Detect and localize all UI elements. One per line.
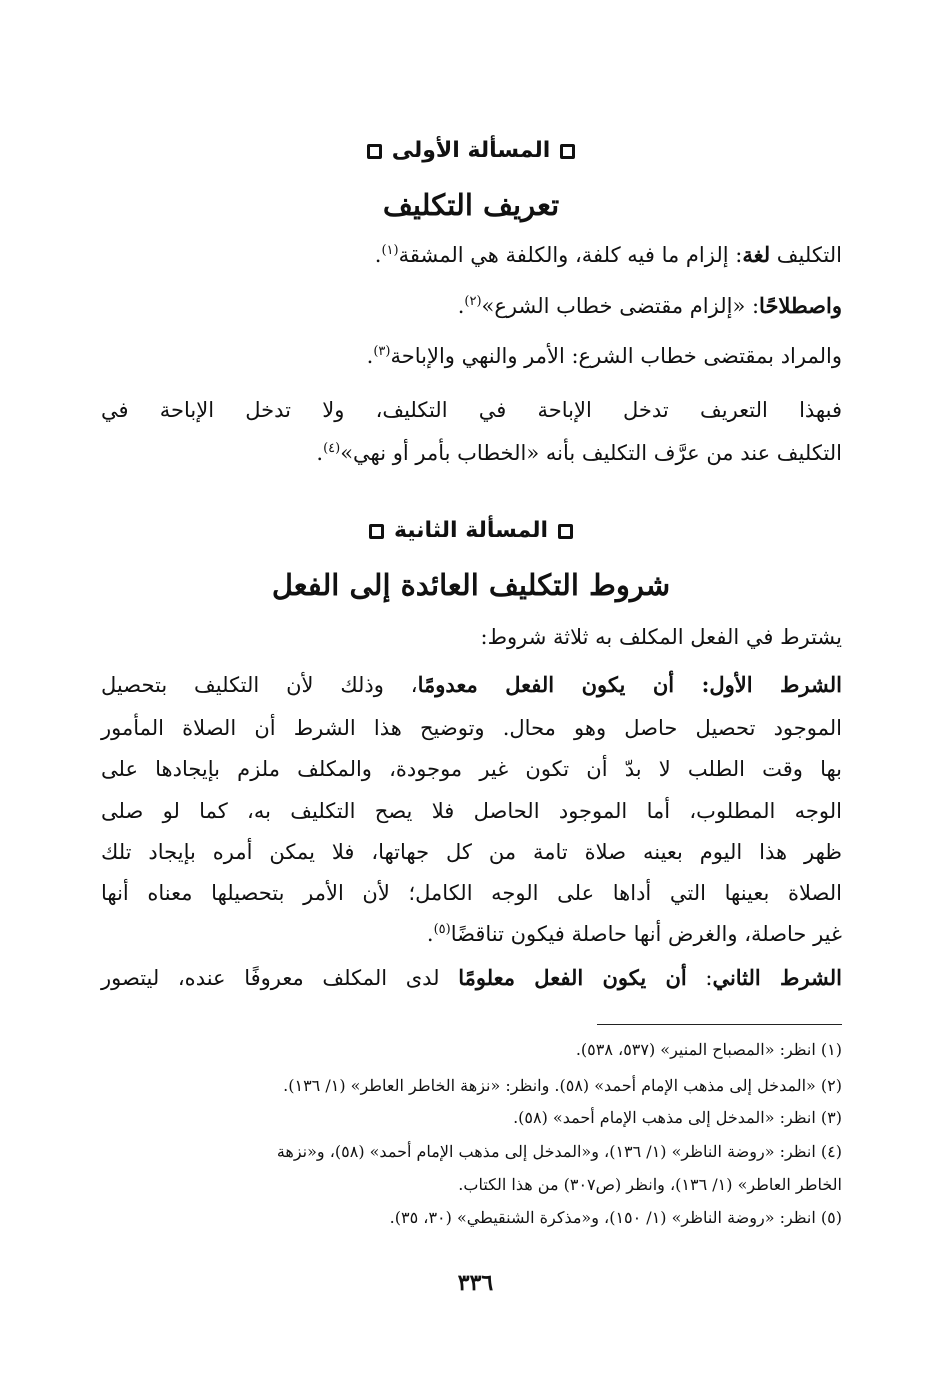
- paragraph-line: ظهر هذا اليوم بعينه صلاة تامة من كل جهاتها، فلا يمكن أمره بإيجاد تلك: [101, 840, 842, 864]
- text-run: ، وذلك لأن التكليف بتحصيل: [101, 673, 418, 697]
- text-run: التكليف: [770, 243, 842, 267]
- paragraph-line: الموجود تحصيل حاصل وهو محال. وتوضيح هذا الشرط أن الصلاة المأمور: [101, 716, 842, 740]
- section-heading-text: المسألة الأولى: [391, 138, 551, 163]
- text-run: والمراد بمقتضى خطاب الشرع: الأمر والنهي والإباحة: [390, 344, 842, 368]
- square-ornament-icon: [369, 524, 384, 539]
- square-ornament-icon: [558, 524, 573, 539]
- footnote-ref: (٥): [433, 922, 451, 937]
- text-run: : «إلزام مقتضى خطاب الشرع»: [481, 294, 760, 318]
- text-run: لدى المكلف معروفًا عنده، ليتصور: [101, 966, 459, 990]
- bold-term: الشرط الأول: أن يكون الفعل معدومًا: [417, 672, 842, 697]
- paragraph-line: [427, 922, 842, 947]
- section-heading-text: المسألة الثانية: [393, 518, 549, 543]
- intro-line: يشترط في الفعل المكلف به ثلاثة شروط:: [480, 625, 842, 649]
- text-run: .: [316, 441, 324, 465]
- text-run: .: [374, 243, 382, 267]
- section-heading-1: [100, 138, 842, 163]
- footnote-1: (١) انظر: «المصباح المنير» (٥٣٧، ٥٣٨).: [575, 1040, 842, 1059]
- footnote-ref: (١): [381, 243, 399, 258]
- footnote-ref: (٢): [464, 294, 482, 309]
- text-run: غير حاصلة، والغرض أنها حاصلة فيكون تناقضًا: [450, 922, 842, 946]
- murad-line: [367, 344, 842, 369]
- paragraph-line: بها وقت الطلب لا بدّ أن تكون غير موجودة، والمكلف ملزم بإيجادها على: [101, 757, 842, 781]
- footnote-4-continuation: الخاطر العاطر» (١/ ١٣٦)، وانظر (ص٣٠٧) من هذا الكتاب.: [458, 1175, 842, 1194]
- text-run: : إلزام ما فيه كلفة، والكلفة هي المشقة: [398, 243, 743, 267]
- paragraph-line: الصلاة بعينها التي أداها على الوجه الكامل؛ لأن الأمر بتحصيلها معناه أنها: [101, 881, 842, 905]
- bold-term: لغة: [742, 242, 771, 267]
- paragraph-line: فبهذا التعريف تدخل الإباحة في التكليف، ولا تدخل الإباحة في: [101, 398, 842, 422]
- text-run: .: [366, 344, 374, 368]
- bold-term: واصطلاحًا: [759, 293, 842, 318]
- section-heading-2: [100, 518, 842, 543]
- text-run: :: [686, 966, 713, 990]
- footnote-4: (٤) انظر: «روضة الناظر» (١/ ١٣٦)، و«المدخل إلى مذهب الإمام أحمد» (٥٨)، و«نزهة: [276, 1142, 842, 1161]
- footnote-ref: (٣): [373, 344, 391, 359]
- square-ornament-icon: [560, 144, 575, 159]
- section-title-1: تعريف التكليف: [382, 188, 560, 222]
- paragraph-line: [316, 441, 842, 466]
- condition-2-first-line: [101, 965, 842, 991]
- definition-istilah: [458, 293, 842, 319]
- condition-1-first-line: [101, 672, 842, 698]
- text-run: .: [457, 294, 465, 318]
- paragraph-line: الوجه المطلوب، أما الموجود الحاصل فلا يصح التكليف به، كما لو صلى: [101, 799, 842, 823]
- definition-lugha: [375, 242, 842, 268]
- section-title-2: شروط التكليف العائدة إلى الفعل: [271, 568, 671, 602]
- footnote-separator: [597, 1024, 842, 1025]
- footnote-3: (٣) انظر: «المدخل إلى مذهب الإمام أحمد» (٥٨).: [513, 1108, 842, 1127]
- footnote-ref: (٤): [323, 441, 341, 456]
- page-number: ٣٣٦: [457, 1270, 494, 1296]
- footnote-5: (٥) انظر: «روضة الناظر» (١/ ١٥٠)، و«مذكرة الشنقيطي» (٣٠، ٣٥).: [389, 1208, 842, 1227]
- footnote-2: (٢) «المدخل إلى مذهب الإمام أحمد» (٥٨). وانظر: «نزهة الخاطر العاطر» (١/ ١٣٦).: [283, 1076, 842, 1095]
- bold-term: أن يكون الفعل معلومًا: [458, 965, 687, 990]
- text-run: .: [426, 922, 434, 946]
- square-ornament-icon: [367, 144, 382, 159]
- text-run: التكليف عند من عرَّف التكليف بأنه «الخطاب بأمر أو نهي»: [340, 441, 842, 465]
- bold-term: الشرط الثاني: [712, 965, 843, 990]
